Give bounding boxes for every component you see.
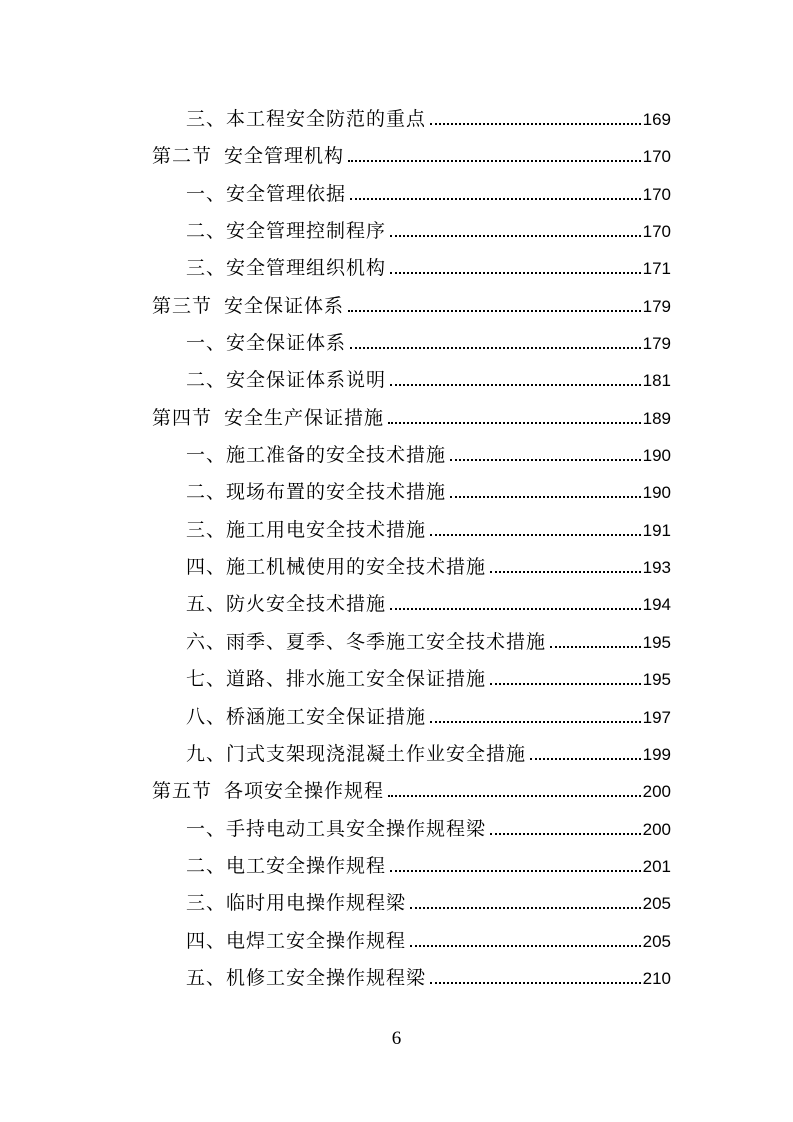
toc-subsection-entry[interactable] <box>0 660 793 697</box>
toc-entry-number: 一、 <box>186 817 227 840</box>
toc-entry-number: 一、 <box>186 444 227 467</box>
toc-entry-page: 170 <box>642 222 671 242</box>
toc-entry-page: 179 <box>642 334 671 354</box>
toc-entry-title: 桥涵施工安全保证措施 <box>226 705 427 728</box>
toc-entry-page: 199 <box>642 744 671 764</box>
toc-entry-number: 七、 <box>186 668 227 691</box>
toc-subsection-entry[interactable] <box>0 585 793 622</box>
toc-entry-number: 五、 <box>186 593 227 616</box>
toc-entry-number: 四、 <box>186 556 227 579</box>
toc-entry-number: 二、 <box>186 854 227 877</box>
toc-entry-title: 各项安全操作规程 <box>224 780 385 803</box>
toc-entry-line <box>186 106 671 132</box>
toc-entry-page: 170 <box>642 184 671 204</box>
toc-section-entry[interactable] <box>0 287 793 324</box>
toc-entry-number: 第四节 <box>152 406 213 429</box>
toc-dot-leader <box>490 833 641 835</box>
toc-dot-leader <box>350 347 641 349</box>
toc-entry-line <box>152 778 671 804</box>
toc-subsection-entry[interactable] <box>0 847 793 884</box>
toc-entry-title: 雨季、夏季、冬季施工安全技术措施 <box>226 630 547 653</box>
toc-entry-line <box>186 853 671 879</box>
toc-entry-number: 五、 <box>186 966 227 989</box>
toc-subsection-entry[interactable] <box>0 249 793 286</box>
toc-entry-line <box>186 554 671 580</box>
toc-entry-title: 门式支架现浇混凝土作业安全措施 <box>226 742 527 765</box>
toc-dot-leader <box>390 235 641 237</box>
toc-entry-line <box>186 741 671 767</box>
toc-section-entry[interactable] <box>0 772 793 809</box>
toc-dot-leader <box>390 608 641 610</box>
toc-entry-title: 电工安全操作规程 <box>226 854 387 877</box>
toc-subsection-entry[interactable] <box>0 361 793 398</box>
toc-entry-number: 三、 <box>186 257 227 280</box>
toc-entry-number: 六、 <box>186 630 227 653</box>
toc-dot-leader <box>430 721 641 723</box>
toc-entry-number: 第五节 <box>152 780 213 803</box>
toc-entry-number: 第二节 <box>152 145 213 168</box>
toc-entry-title: 本工程安全防范的重点 <box>226 108 427 130</box>
toc-entry-line <box>186 890 671 916</box>
toc-entry-title: 施工机械使用的安全技术措施 <box>226 556 487 579</box>
toc-entry-number: 四、 <box>186 929 227 952</box>
toc-dot-leader <box>490 683 641 685</box>
toc-dot-leader <box>430 534 641 536</box>
toc-entry-line <box>186 816 671 842</box>
toc-entry-line <box>186 181 671 207</box>
toc-entry-page: 200 <box>642 819 671 839</box>
toc-subsection-entry[interactable] <box>0 436 793 473</box>
toc-entry-line <box>186 666 671 692</box>
toc-entry-page: 179 <box>642 296 671 316</box>
toc-entry-title: 临时用电操作规程梁 <box>226 892 407 915</box>
toc-entry-number: 二、 <box>186 220 227 243</box>
toc-dot-leader <box>390 870 641 872</box>
toc-dot-leader <box>430 123 641 125</box>
toc-entry-title: 防火安全技术措施 <box>226 593 387 616</box>
toc-entry-line <box>186 330 671 356</box>
toc-entry-title: 安全保证体系 <box>226 332 347 355</box>
toc-subsection-entry[interactable] <box>0 959 793 996</box>
toc-entry-line <box>186 218 671 244</box>
toc-entry-title: 施工准备的安全技术措施 <box>226 444 447 467</box>
toc-dot-leader <box>430 982 641 984</box>
toc-entry-line <box>186 442 671 468</box>
toc-entry-line <box>152 143 671 169</box>
toc-dot-leader <box>348 310 641 312</box>
toc-entry-line <box>186 255 671 281</box>
toc-entry-page: 210 <box>642 968 671 988</box>
toc-section-entry[interactable] <box>0 399 793 436</box>
toc-dot-leader <box>348 160 641 162</box>
toc-entry-number: 二、 <box>186 481 227 504</box>
toc-subsection-entry[interactable] <box>0 175 793 212</box>
toc-entry-page: 170 <box>642 147 671 167</box>
toc-entry-line <box>152 405 671 431</box>
toc-dot-leader <box>390 384 641 386</box>
toc-dot-leader <box>550 646 641 648</box>
toc-entry-title: 安全管理控制程序 <box>226 220 387 243</box>
toc-dot-leader <box>388 422 641 424</box>
toc-subsection-entry[interactable] <box>0 698 793 735</box>
toc-dot-leader <box>410 945 641 947</box>
toc-entry-page: 190 <box>642 483 671 503</box>
toc-entry-title: 安全生产保证措施 <box>224 406 385 429</box>
toc-entry-page: 200 <box>642 782 671 802</box>
toc-entry-line <box>186 367 671 393</box>
toc-dot-leader <box>390 272 641 274</box>
toc-dot-leader <box>530 758 641 760</box>
toc-entry-page: 193 <box>642 558 671 578</box>
toc-entry-line <box>186 928 671 954</box>
toc-entry-number: 三、 <box>186 892 227 915</box>
toc-entry-title: 安全管理机构 <box>224 145 345 168</box>
toc-subsection-entry[interactable] <box>0 623 793 660</box>
toc-entry-page: 189 <box>642 408 671 428</box>
toc-subsection-entry[interactable] <box>0 212 793 249</box>
toc-subsection-entry[interactable] <box>0 100 793 137</box>
toc-entry-line <box>186 479 671 505</box>
toc-entry-page: 194 <box>642 595 671 615</box>
toc-entry-title: 安全管理组织机构 <box>226 257 387 280</box>
toc-entry-title: 安全保证体系说明 <box>226 369 387 392</box>
toc-entry-page: 171 <box>642 259 671 279</box>
toc-entry-number: 九、 <box>186 742 227 765</box>
toc-entry-title: 安全保证体系 <box>224 294 345 317</box>
table-of-contents <box>0 100 793 996</box>
toc-entry-title: 机修工安全操作规程梁 <box>226 966 427 989</box>
toc-entry-line <box>186 965 671 991</box>
toc-subsection-entry[interactable] <box>0 511 793 548</box>
toc-dot-leader <box>490 571 641 573</box>
toc-entry-page: 195 <box>642 632 671 652</box>
toc-subsection-entry[interactable] <box>0 922 793 959</box>
toc-subsection-entry[interactable] <box>0 884 793 921</box>
toc-entry-number: 第三节 <box>152 294 213 317</box>
toc-subsection-entry[interactable] <box>0 548 793 585</box>
page-number: 6 <box>391 1028 402 1049</box>
toc-subsection-entry[interactable] <box>0 473 793 510</box>
toc-dot-leader <box>410 907 641 909</box>
toc-dot-leader <box>388 795 641 797</box>
toc-entry-page: 205 <box>642 931 671 951</box>
toc-subsection-entry[interactable] <box>0 735 793 772</box>
toc-entry-number: 八、 <box>186 705 227 728</box>
toc-dot-leader <box>450 496 641 498</box>
toc-entry-number: 一、 <box>186 332 227 355</box>
toc-entry-line <box>152 293 671 319</box>
toc-entry-line <box>186 629 671 655</box>
toc-entry-page: 195 <box>642 670 671 690</box>
toc-section-entry[interactable] <box>0 137 793 174</box>
toc-entry-page: 181 <box>642 371 671 391</box>
toc-entry-title: 施工用电安全技术措施 <box>226 518 427 541</box>
toc-entry-title: 安全管理依据 <box>226 182 347 205</box>
toc-entry-line <box>186 591 671 617</box>
toc-entry-page: 201 <box>642 856 671 876</box>
toc-entry-line <box>186 704 671 730</box>
toc-entry-title: 手持电动工具安全操作规程梁 <box>226 817 487 840</box>
toc-entry-number: 三、 <box>186 108 227 130</box>
toc-entry-number: 二、 <box>186 369 227 392</box>
toc-entry-page: 205 <box>642 894 671 914</box>
toc-entry-title: 道路、排水施工安全保证措施 <box>226 668 487 691</box>
toc-subsection-entry[interactable] <box>0 810 793 847</box>
toc-entry-title: 现场布置的安全技术措施 <box>226 481 447 504</box>
toc-entry-number: 一、 <box>186 182 227 205</box>
toc-entry-page: 191 <box>642 520 671 540</box>
toc-entry-page: 197 <box>642 707 671 727</box>
toc-dot-leader <box>350 198 641 200</box>
toc-dot-leader <box>450 459 641 461</box>
toc-entry-title: 电焊工安全操作规程 <box>226 929 407 952</box>
toc-entry-page: 190 <box>642 446 671 466</box>
toc-subsection-entry[interactable] <box>0 324 793 361</box>
toc-entry-page: 169 <box>642 110 671 129</box>
toc-entry-line <box>186 517 671 543</box>
toc-entry-number: 三、 <box>186 518 227 541</box>
